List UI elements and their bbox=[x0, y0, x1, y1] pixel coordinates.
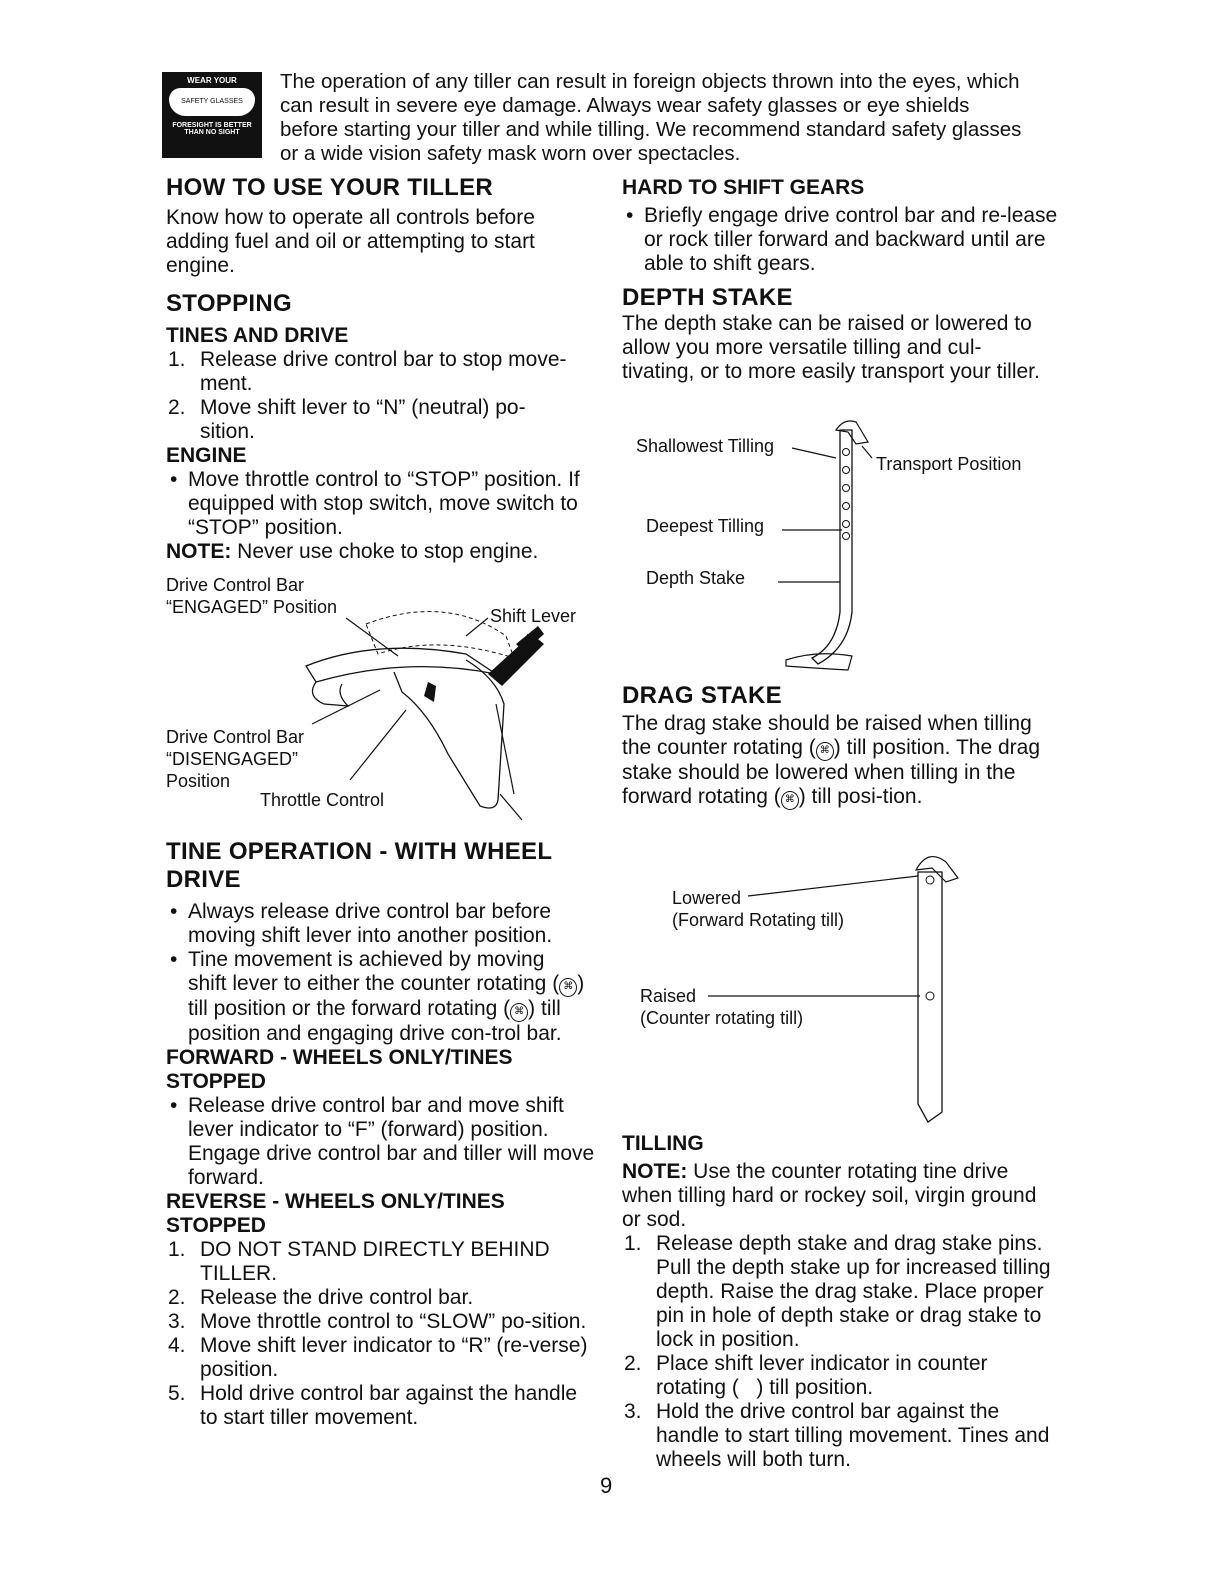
list-item: • Move throttle control to “STOP” position. If equipped with stop switch, move switch to “STOP” position. bbox=[170, 468, 580, 539]
list-item: • Always release drive control bar before moving shift lever into another position. bbox=[170, 900, 553, 947]
lowered-sub-label: (Forward Rotating till) bbox=[672, 910, 845, 930]
safety-warning-text: The operation of any tiller can result in foreign objects thrown into the eyes, which can result in severe eye damage. Always wear safety glasses or eye shields before starting your tiller and while tilling. We recommend standard safety glasses or a wide vision safety mask worn over spectacles. bbox=[280, 70, 1022, 165]
transport-label: Transport Position bbox=[876, 454, 1022, 474]
drag-stake-section bbox=[622, 682, 1052, 810]
tilling-section bbox=[622, 1132, 1052, 1472]
raised-sub-label: (Counter rotating till) bbox=[640, 1008, 804, 1028]
drag-stake-drawing bbox=[636, 846, 966, 1136]
depth-stake-drawing bbox=[636, 412, 1046, 682]
how-to-use-text: Know how to operate all controls before adding fuel and oil or attempting to start engine. bbox=[166, 206, 535, 277]
list-item: 2. Move shift lever to “N” (neutral) po-sition. bbox=[168, 396, 526, 443]
left-column bbox=[166, 174, 596, 564]
forward-rotating-icon: ⌘ bbox=[510, 1003, 528, 1022]
list-item: • Tine movement is achieved by moving shift lever to either the counter rotating ( ⌘ ) till position or the forward rotating ( ⌘ ) till position and engaging drive con-trol bar. bbox=[170, 948, 585, 1045]
throttle-control-label: Throttle Control bbox=[260, 790, 385, 810]
engaged-label: Drive Control Bar “ENGAGED” Position bbox=[166, 575, 338, 617]
how-to-use-heading: HOW TO USE YOUR TILLER bbox=[166, 174, 494, 201]
reverse-heading: REVERSE - WHEELS ONLY/TINES STOPPED bbox=[166, 1190, 505, 1237]
tiller-controls-figure bbox=[166, 574, 596, 824]
tines-and-drive-heading: TINES AND DRIVE bbox=[166, 324, 349, 347]
shift-lever-label: Shift Lever bbox=[490, 606, 577, 626]
counter-rotating-icon: ⌘ bbox=[816, 742, 834, 761]
engine-heading: ENGINE bbox=[166, 444, 247, 467]
safety-glasses-icon: WEAR YOUR SAFETY GLASSES FORESIGHT IS BETTER THAN NO SIGHT bbox=[162, 72, 262, 158]
list-item: • Briefly engage drive control bar and re-lease or rock tiller forward and backward until are able to shift gears. bbox=[626, 204, 1058, 275]
depth-stake-heading: DEPTH STAKE bbox=[622, 284, 793, 311]
right-column bbox=[622, 176, 1058, 384]
drag-stake-figure bbox=[636, 846, 966, 1136]
list-item: 3. Hold the drive control bar against the handle to start tilling movement. Tines and wheels will both turn. bbox=[624, 1400, 1050, 1471]
list-item: 2. Place shift lever indicator in counter rotating ( ) till position. bbox=[624, 1352, 988, 1399]
list-item: 5. Hold drive control bar against the handle to start tiller movement. bbox=[168, 1382, 578, 1429]
engine-note: NOTE: Never use choke to stop engine. bbox=[166, 540, 539, 563]
forward-heading: FORWARD - WHEELS ONLY/TINES STOPPED bbox=[166, 1046, 513, 1093]
tine-operation-heading: TINE OPERATION - WITH WHEEL DRIVE bbox=[166, 838, 552, 893]
shallowest-label: Shallowest Tilling bbox=[636, 436, 775, 456]
hard-to-shift-heading: HARD TO SHIFT GEARS bbox=[622, 176, 865, 199]
stopping-heading: STOPPING bbox=[166, 290, 292, 317]
raised-label: Raised bbox=[640, 986, 697, 1006]
deepest-label: Deepest Tilling bbox=[646, 516, 765, 536]
tilling-note: NOTE: Use the counter rotating tine drive when tilling hard or rockey soil, virgin ground or sod. bbox=[622, 1160, 1037, 1231]
glasses-shape: SAFETY GLASSES bbox=[169, 88, 255, 116]
tilling-heading: TILLING bbox=[622, 1132, 704, 1155]
list-item: 2. Release the drive control bar. bbox=[168, 1286, 474, 1309]
depth-stake-figure bbox=[636, 412, 1046, 682]
forward-rotating-icon: ⌘ bbox=[781, 791, 799, 810]
icon-top-text: WEAR YOUR bbox=[187, 76, 237, 85]
depth-stake-text: The depth stake can be raised or lowered to allow you more versatile tilling and cul-tivating, or to more easily transport your tiller. bbox=[622, 312, 1040, 383]
list-item: 4. Move shift lever indicator to “R” (re-verse) position. bbox=[168, 1334, 588, 1381]
list-item: 1. DO NOT STAND DIRECTLY BEHIND TILLER. bbox=[168, 1238, 550, 1285]
lowered-label: Lowered bbox=[672, 888, 742, 908]
depth-stake-label: Depth Stake bbox=[646, 568, 746, 588]
counter-rotating-icon: ⌘ bbox=[559, 978, 577, 997]
list-item: • Release drive control bar and move shift lever indicator to “F” (forward) position. Engage drive control bar and tiller will move forward. bbox=[170, 1094, 595, 1189]
drag-stake-text: The drag stake should be raised when tilling the counter rotating ( ⌘ ) till position. The drag stake should be lowered when tilling in the forward rotating ( ⌘ ) till posi-tion. bbox=[622, 712, 1040, 808]
list-item: 1. Release drive control bar to stop move-ment. bbox=[168, 348, 567, 395]
page-number: 9 bbox=[600, 1473, 613, 1498]
list-item: 3. Move throttle control to “SLOW” po-sition. bbox=[168, 1310, 587, 1333]
tiller-handle-drawing bbox=[166, 574, 596, 824]
list-item: 1. Release depth stake and drag stake pins. Pull the depth stake up for increased tilling depth. Raise the drag stake. Place proper pin in hole of depth stake or drag stake to lock in position. bbox=[624, 1232, 1051, 1351]
left-column-lower bbox=[166, 838, 596, 1430]
drag-stake-heading: DRAG STAKE bbox=[622, 682, 782, 709]
disengaged-label: Drive Control Bar “DISENGAGED” Position bbox=[166, 727, 305, 791]
